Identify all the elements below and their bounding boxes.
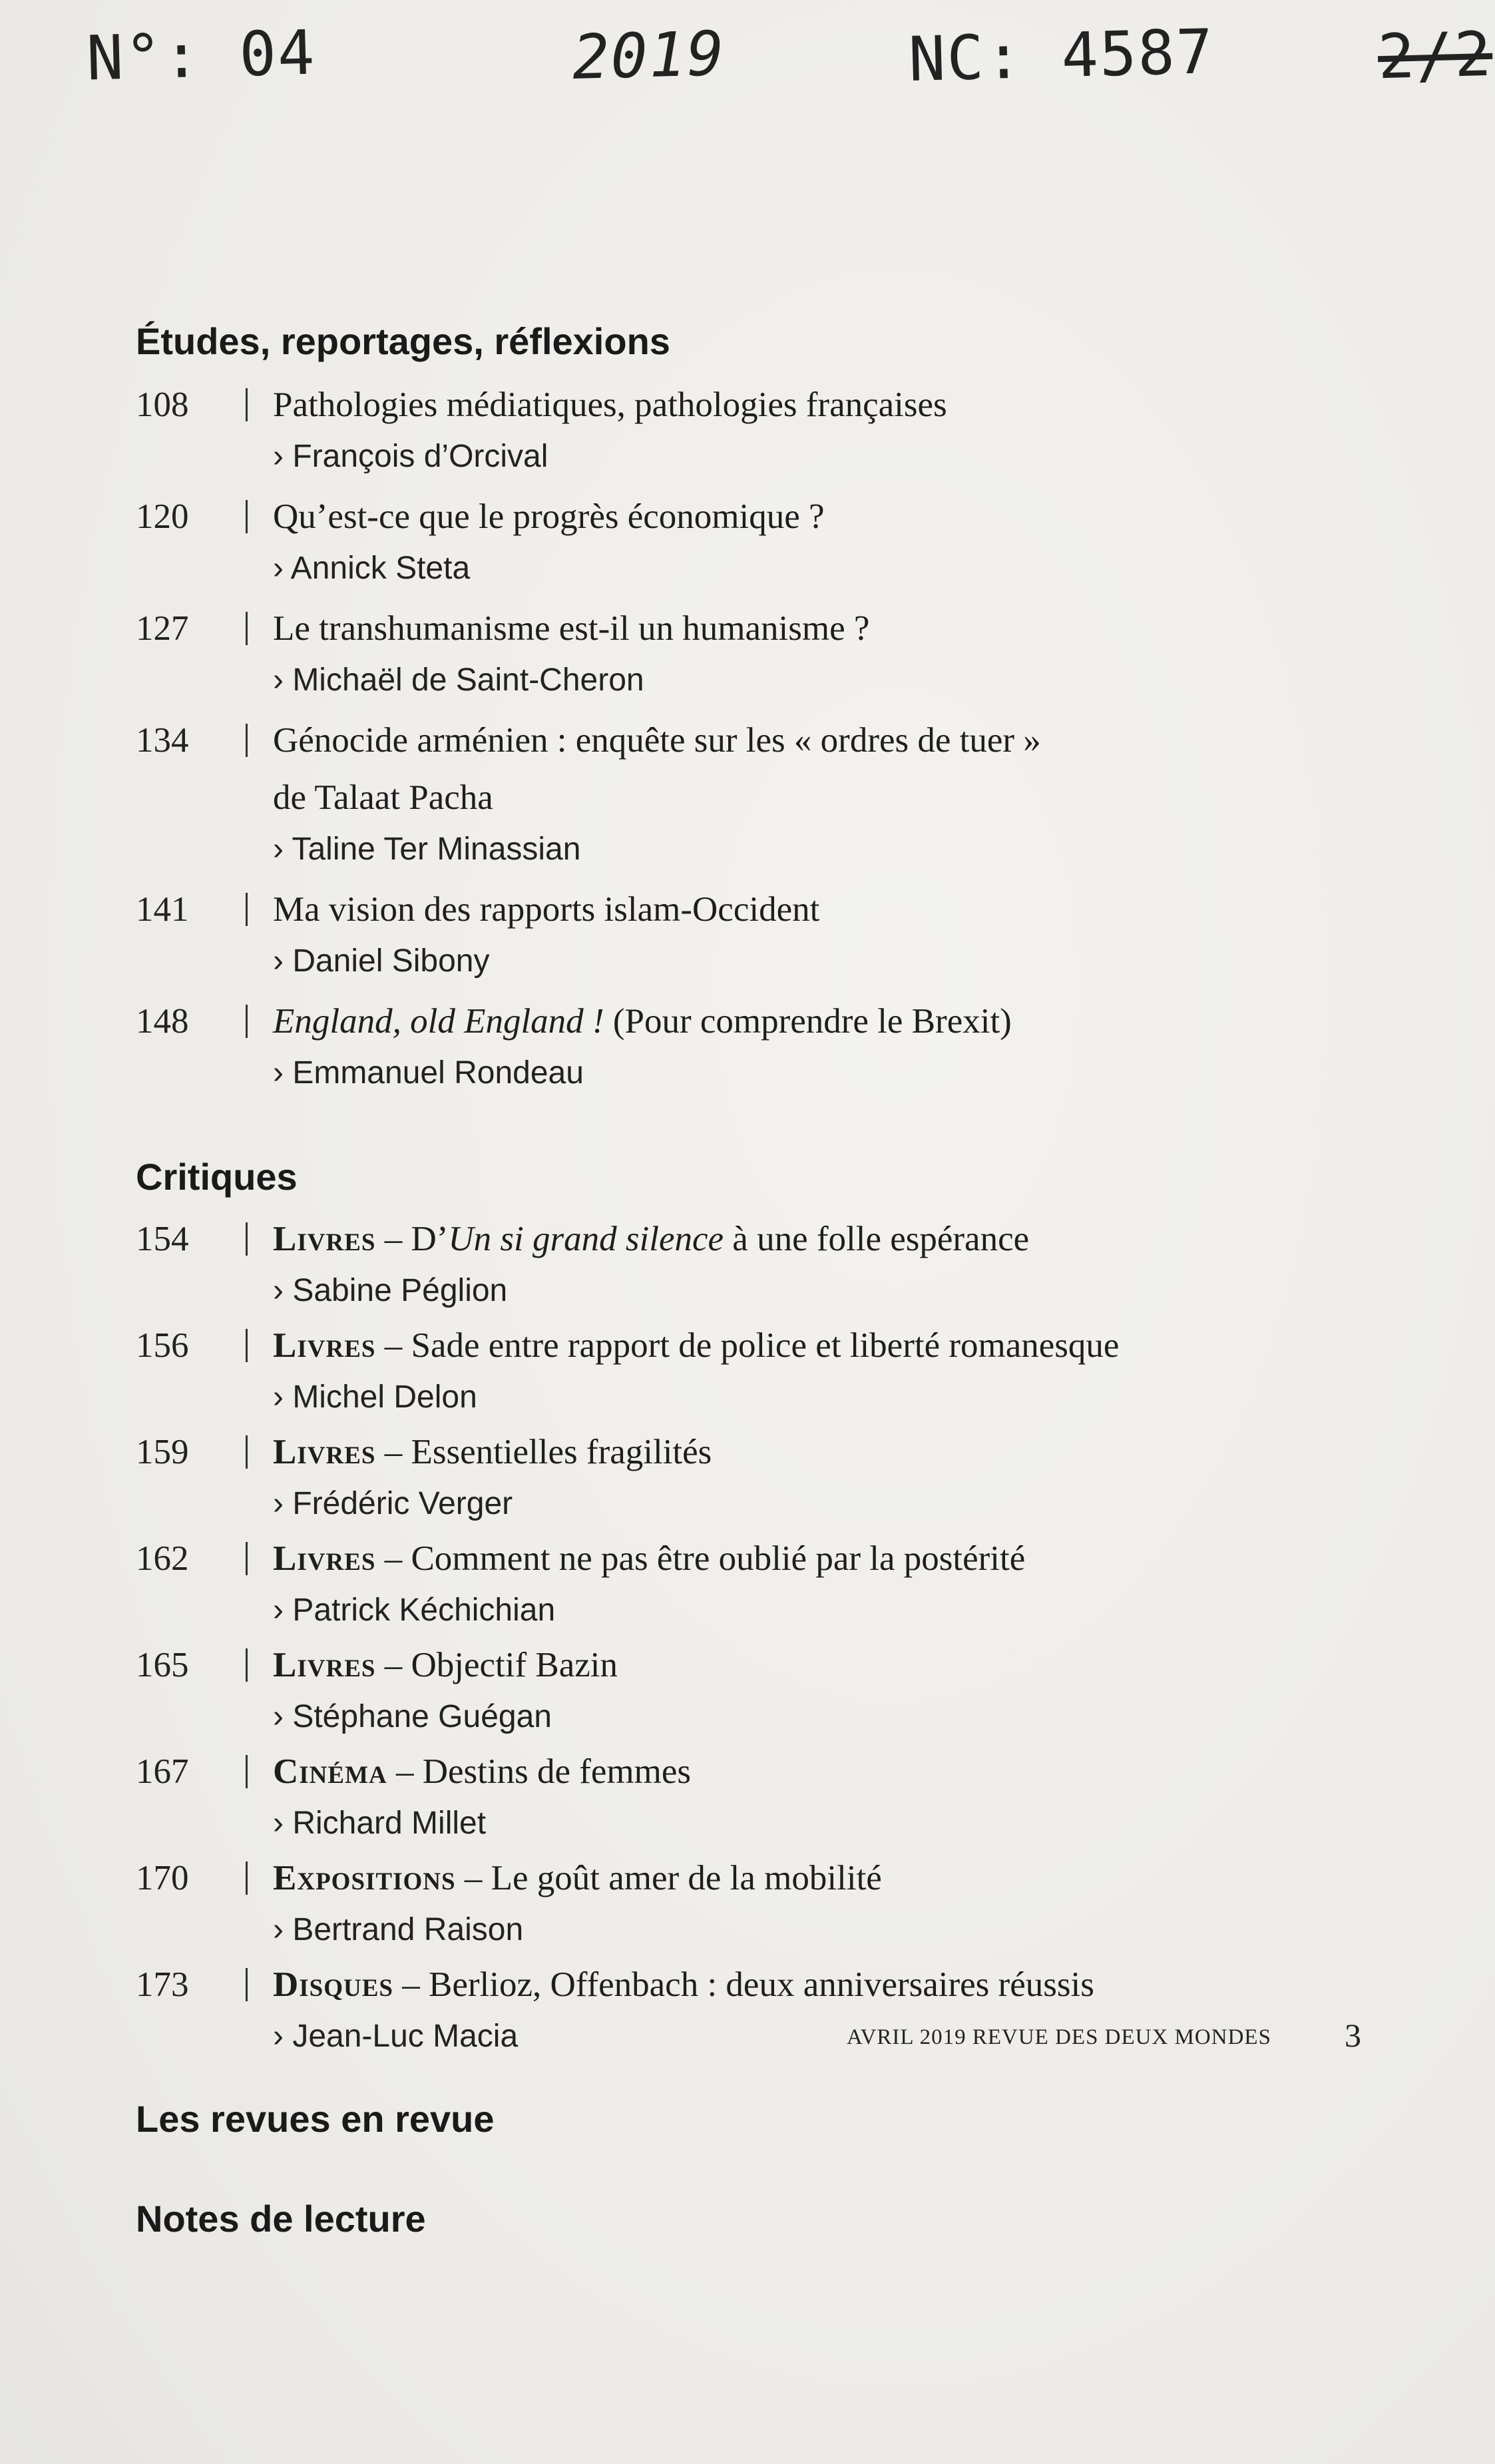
article-title bbox=[273, 1849, 1400, 1907]
title-text: – Objectif Bazin bbox=[375, 1646, 618, 1684]
title-text: – D’ bbox=[375, 1220, 449, 1258]
separator-bar bbox=[246, 388, 248, 421]
page-number: 165 bbox=[136, 1646, 189, 1684]
article-title bbox=[273, 1743, 1400, 1800]
article-author: › Frédéric Verger bbox=[273, 1486, 513, 1521]
page-number: 127 bbox=[136, 609, 189, 648]
title-text: – Destins de femmes bbox=[387, 1752, 692, 1791]
separator-bar bbox=[246, 1861, 248, 1895]
article-author: › Annick Steta bbox=[273, 551, 471, 586]
article-title bbox=[273, 993, 1400, 1050]
article-author: › Jean-Luc Macia bbox=[273, 2019, 519, 2054]
separator-bar bbox=[246, 1648, 248, 1682]
toc-entry bbox=[136, 993, 1400, 1097]
article-author: › Richard Millet bbox=[273, 1806, 487, 1841]
toc-entry bbox=[136, 1210, 1400, 1314]
article-title-continued: de Talaat Pacha bbox=[273, 778, 493, 817]
separator-bar bbox=[246, 893, 248, 926]
page-number: 162 bbox=[136, 1539, 189, 1578]
section-heading-critiques: Critiques bbox=[136, 1156, 298, 1198]
section-heading-revues: Les revues en revue bbox=[136, 2098, 495, 2140]
handwritten-sheet-count: 2/2 bbox=[1377, 18, 1494, 93]
page-number: 120 bbox=[136, 497, 189, 536]
separator-bar bbox=[246, 1542, 248, 1575]
page-number: 134 bbox=[136, 721, 189, 760]
category-label: Expositions bbox=[273, 1859, 456, 1897]
page-number: 154 bbox=[136, 1220, 189, 1258]
category-label: Livres bbox=[273, 1433, 376, 1471]
title-text: – Essentielles fragilités bbox=[375, 1433, 712, 1471]
title-text: – Comment ne pas être oublié par la postérité bbox=[375, 1539, 1026, 1578]
handwritten-issue-number: N°: 04 bbox=[85, 17, 317, 95]
page-number: 141 bbox=[136, 890, 189, 929]
article-author: › Stéphane Guégan bbox=[273, 1699, 552, 1734]
separator-bar bbox=[246, 724, 248, 757]
title-text: – Berlioz, Offenbach : deux anniversaires réussis bbox=[393, 1965, 1094, 2004]
handwritten-year: 2019 bbox=[571, 18, 726, 93]
page-number: 173 bbox=[136, 1965, 189, 2004]
toc-entry bbox=[136, 600, 1400, 704]
separator-bar bbox=[246, 1435, 248, 1469]
article-title: Génocide arménien : enquête sur les « ordres de tuer » bbox=[273, 721, 1041, 760]
article-title: Le transhumanisme est-il un humanisme ? bbox=[273, 609, 870, 648]
article-author: › Taline Ter Minassian bbox=[273, 832, 581, 867]
article-author: › Michaël de Saint-Cheron bbox=[273, 662, 644, 698]
title-text: – Sade entre rapport de police et liberté romanesque bbox=[375, 1326, 1120, 1365]
category-label: Livres bbox=[273, 1220, 376, 1258]
page-footer: AVRIL 2019 REVUE DES DEUX MONDES bbox=[847, 2025, 1271, 2049]
toc-entry bbox=[136, 488, 1400, 592]
toc-entry bbox=[136, 1636, 1400, 1740]
separator-bar bbox=[246, 500, 248, 533]
article-title: Ma vision des rapports islam-Occident bbox=[273, 890, 820, 929]
article-title bbox=[273, 1317, 1400, 1374]
toc-entry bbox=[136, 1530, 1400, 1634]
article-title: Qu’est-ce que le progrès économique ? bbox=[273, 497, 825, 536]
article-title: Pathologies médiatiques, pathologies françaises bbox=[273, 385, 947, 424]
category-label: Livres bbox=[273, 1326, 376, 1365]
separator-bar bbox=[246, 1222, 248, 1256]
toc-entry bbox=[136, 712, 1400, 873]
separator-bar bbox=[246, 1755, 248, 1788]
category-label: Livres bbox=[273, 1539, 376, 1578]
article-title bbox=[273, 1956, 1400, 2013]
separator-bar bbox=[246, 612, 248, 645]
article-author: › Sabine Péglion bbox=[273, 1273, 508, 1308]
separator-bar bbox=[246, 1968, 248, 2001]
handwritten-nc-code: NC: 4587 bbox=[907, 16, 1215, 95]
toc-entry bbox=[136, 1423, 1400, 1527]
article-title-italic: England, old England ! bbox=[273, 1002, 604, 1041]
article-title bbox=[273, 1636, 1400, 1694]
separator-bar bbox=[246, 1005, 248, 1038]
toc-entry bbox=[136, 1317, 1400, 1421]
category-label: Cinéma bbox=[273, 1752, 387, 1791]
category-label: Livres bbox=[273, 1646, 376, 1684]
toc-entry bbox=[136, 1849, 1400, 1953]
page-number: 167 bbox=[136, 1752, 189, 1791]
article-author: › Emmanuel Rondeau bbox=[273, 1055, 584, 1091]
category-label: Disques bbox=[273, 1965, 394, 2004]
article-title-rest: (Pour comprendre le Brexit) bbox=[604, 1002, 1012, 1041]
page-number: 170 bbox=[136, 1859, 189, 1897]
title-text-end: à une folle espérance bbox=[724, 1220, 1030, 1258]
article-author: › Bertrand Raison bbox=[273, 1912, 524, 1947]
article-author: › Patrick Kéchichian bbox=[273, 1593, 556, 1628]
separator-bar bbox=[246, 1329, 248, 1362]
section-heading-notes: Notes de lecture bbox=[136, 2198, 426, 2240]
title-italic: Un si grand silence bbox=[448, 1220, 724, 1258]
toc-entry bbox=[136, 881, 1400, 985]
article-title bbox=[273, 1210, 1400, 1268]
title-text: – Le goût amer de la mobilité bbox=[455, 1859, 882, 1897]
section-heading-etudes: Études, reportages, réflexions bbox=[136, 320, 670, 362]
article-title bbox=[273, 1423, 1400, 1481]
article-title bbox=[273, 1530, 1400, 1587]
article-author: › François d’Orcival bbox=[273, 439, 548, 474]
page-number: 108 bbox=[136, 385, 189, 424]
page-number: 148 bbox=[136, 1002, 189, 1041]
toc-entry bbox=[136, 376, 1400, 480]
page-number: 156 bbox=[136, 1326, 189, 1365]
article-author: › Daniel Sibony bbox=[273, 943, 490, 979]
page-number: 159 bbox=[136, 1433, 189, 1471]
page-number-footer: 3 bbox=[1345, 2017, 1361, 2054]
article-author: › Michel Delon bbox=[273, 1379, 477, 1415]
toc-entry bbox=[136, 1743, 1400, 1847]
